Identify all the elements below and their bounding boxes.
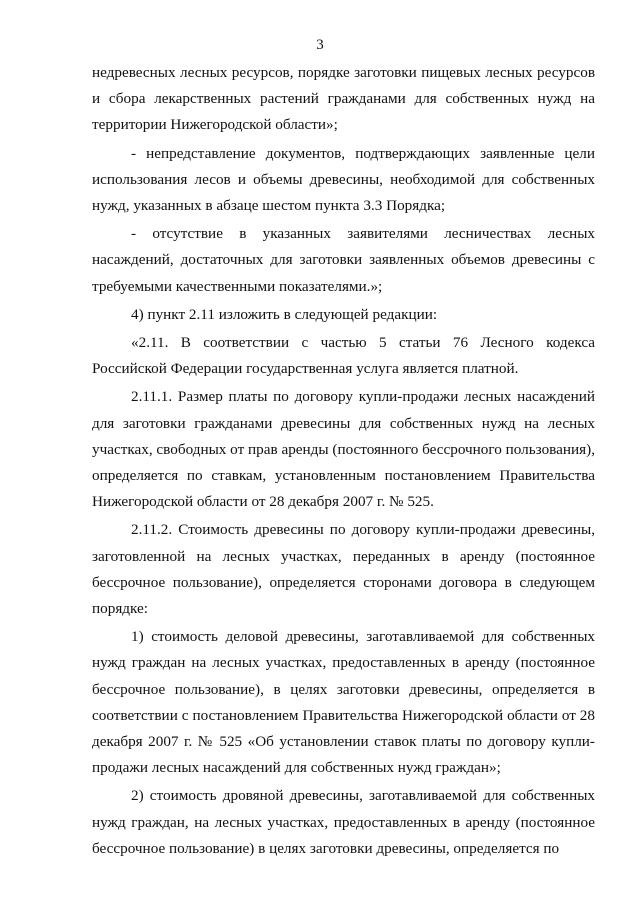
paragraph-2-11-1: 2.11.1. Размер платы по договору купли-продажи лесных насаждений для заготовки гражданами древесины для собственных нужд на лесных участках, свободных от прав аренды (постоянного бессрочного пользования), определяется по ставкам, установленным постановлением Правительства Нижегородской области от 28 декабря 2007 г. № 525. xyxy=(92,388,595,511)
paragraph-continuation: недревесных лесных ресурсов, порядке заготовки пищевых лесных ресурсов и сбора лекарственных растений гражданами для собственных нужд на территории Нижегородской области»; xyxy=(92,64,595,134)
document-body xyxy=(92,60,595,862)
page-number: 3 xyxy=(316,37,324,53)
paragraph-subitem-1: 1) стоимость деловой древесины, заготавливаемой для собственных нужд граждан на лесных участках, предоставленных в аренду (постоянное бессрочное пользование), в целях заготовки древесины, определяется в соответствии с постановлением Правительства Нижегородской области от 28 декабря 2007 г. № 525 «Об установлении ставок платы по договору купли-продажи лесных насаждений для собственных нужд граждан»; xyxy=(92,628,595,777)
paragraph-subitem-2: 2) стоимость дровяной древесины, заготавливаемой для собственных нужд граждан, на лесных участках, предоставленных в аренду (постоянное бессрочное пользование) в целях заготовки древесины, определяется по xyxy=(92,787,595,857)
paragraph-item-4: 4) пункт 2.11 изложить в следующей редакции: xyxy=(131,305,438,323)
paragraph-2-11-2: 2.11.2. Стоимость древесины по договору купли-продажи древесины, заготовленной на лесных участках, переданных в аренду (постоянное бессрочное пользование), определяется сторонами договора в следующем порядке: xyxy=(92,521,595,618)
paragraph-bullet-documents: - непредставление документов, подтверждающих заявленные цели использования лесов и объемы древесины, необходимой для собственных нужд, указанных в абзаце шестом пункта 3.3 Порядка; xyxy=(92,144,595,215)
paragraph-bullet-forests: - отсутствие в указанных заявителями лесничествах лесных насаждений, достаточных для заготовки заявленных объемов древесины с требуемыми качественными показателями.»; xyxy=(92,225,595,295)
paragraph-2-11: «2.11. В соответствии с частью 5 статьи 76 Лесного кодекса Российской Федерации государственная услуга является платной. xyxy=(92,334,595,378)
